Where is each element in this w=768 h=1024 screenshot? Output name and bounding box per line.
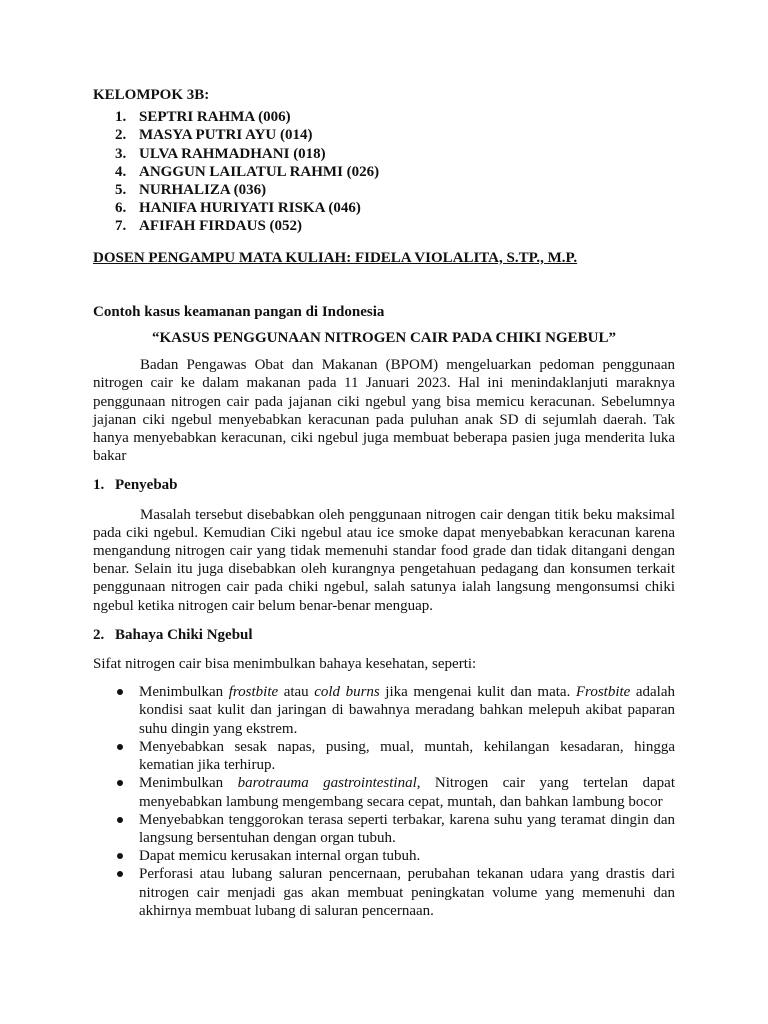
bullet-text: adalah kondisi saat kulit dan jaringan di bawahnya meradang bahkan melepuh akibat paparan suhu dingin yang ekstrem. — [139, 684, 676, 737]
bullet-icon — [117, 744, 123, 750]
bullet-text: Menimbulkan — [139, 775, 238, 792]
section-number: 2. — [93, 626, 105, 643]
bullet-text: Perforasi atau lubang saluran pencernaan, perubahan tekanan udara yang drastis dari nitrogen cair menjadi gas akan membuat peningkatan volume yang memenuhi dan akhirnya membuat lubang di saluran pencernaan. — [139, 866, 675, 919]
bullet-text: , Nitrogen cair yang tertelan dapat menyebabkan lambung mengembang secara cepat, muntah, dan bahkan lambung bocor — [139, 775, 675, 810]
bullet-icon — [117, 780, 123, 786]
bullet-icon — [117, 871, 123, 877]
bullet-icon — [117, 689, 123, 695]
case-title: “KASUS PENGGUNAAN NITROGEN CAIR PADA CHIKI NGEBUL” — [152, 330, 616, 347]
bullet-term: cold burns — [314, 684, 380, 701]
member-item — [93, 108, 675, 126]
member-list — [93, 108, 675, 235]
list-item — [93, 847, 675, 865]
member-number: 3. — [115, 145, 127, 162]
member-name: HANIFA HURIYATI RISKA (046) — [139, 200, 361, 217]
bullet-text: Menimbulkan — [139, 684, 229, 701]
member-number: 6. — [115, 200, 127, 217]
document-content — [93, 86, 675, 920]
member-name: AFIFAH FIRDAUS (052) — [139, 218, 303, 235]
intro-paragraph: Badan Pengawas Obat dan Makanan (BPOM) mengeluarkan pedoman penggunaan nitrogen cair ke dalam makanan pada 11 Januari 2023. Hal ini menindaklanjuti maraknya penggunaan nitrogen cair pada jajanan ciki ngebul yang bisa memicu keracunan. Sebelumnya jajanan ciki ngebul menyebabkan keracunan pada puluhan anak SD di sejumlah daerah. Tak hanya menyebabkan keracunan, ciki ngebul juga membuat beberapa pasien juga menderita luka bakar — [93, 357, 675, 465]
member-number: 7. — [115, 218, 127, 235]
section-heading-penyebab — [93, 476, 675, 494]
list-item — [93, 811, 675, 847]
bahaya-list — [93, 683, 675, 920]
bullet-text: Dapat memicu kerusakan internal organ tubuh. — [139, 848, 421, 865]
member-item — [93, 181, 675, 199]
bullet-text: Menyebabkan tenggorokan terasa seperti terbakar, karena suhu yang teramat dingin dan langsung bersentuhan dengan organ tubuh. — [139, 811, 675, 846]
bahaya-lead: Sifat nitrogen cair bisa menimbulkan bahaya kesehatan, seperti: — [93, 656, 477, 673]
member-item — [93, 145, 675, 163]
member-number: 4. — [115, 163, 127, 180]
member-name: SEPTRI RAHMA (006) — [139, 109, 291, 126]
member-item — [93, 163, 675, 181]
lecturer-line: DOSEN PENGAMPU MATA KULIAH: FIDELA VIOLALITA, S.TP., M.P. — [93, 249, 578, 266]
list-item — [93, 774, 675, 810]
list-item — [93, 865, 675, 920]
bullet-text: atau — [278, 684, 315, 701]
member-item — [93, 126, 675, 144]
section-number: 1. — [93, 477, 105, 494]
penyebab-paragraph: Masalah tersebut disebabkan oleh penggunaan nitrogen cair dengan titik beku maksimal pada ciki ngebul. Kemudian Ciki ngebul atau ice smoke dapat menyebabkan keracunan karena mengandung nitrogen cair yang tidak memenuhi standar food grade dan tidak ditangani dengan benar. Selain itu juga disebabkan oleh kurangnya pengetahuan pedagang dan konsumen terkait penggunaan nitrogen cair pada chiki ngebul, salah satunya ialah langsung mengonsumsi chiki ngebul ketika nitrogen cair belum benar-benar menguap. — [93, 506, 675, 614]
section-title: Penyebab — [115, 477, 178, 494]
case-label: Contoh kasus keamanan pangan di Indonesia — [93, 303, 385, 320]
member-number: 5. — [115, 182, 127, 199]
bullet-icon — [117, 853, 123, 859]
bullet-text: jika mengenai kulit dan mata. — [379, 684, 576, 701]
member-name: ULVA RAHMADHANI (018) — [139, 145, 326, 162]
member-name: NURHALIZA (036) — [139, 182, 267, 199]
list-item — [93, 683, 675, 738]
group-title: KELOMPOK 3B: — [93, 87, 210, 103]
member-item — [93, 199, 675, 217]
list-item — [93, 738, 675, 774]
member-name: ANGGUN LAILATUL RAHMI (026) — [139, 163, 380, 180]
bullet-icon — [117, 817, 123, 823]
bullet-term: Frostbite — [575, 684, 631, 701]
section-title: Bahaya Chiki Ngebul — [115, 626, 253, 643]
bullet-term: frostbite — [228, 684, 279, 701]
member-item — [93, 217, 675, 235]
member-number: 2. — [115, 127, 127, 144]
member-number: 1. — [115, 109, 127, 126]
bullet-text: Menyebabkan sesak napas, pusing, mual, muntah, kehilangan kesadaran, hingga kematian jika terhirup. — [139, 738, 675, 774]
bullet-term: barotrauma gastrointestinal — [237, 775, 417, 792]
section-heading-bahaya — [93, 626, 675, 644]
member-name: MASYA PUTRI AYU (014) — [139, 127, 313, 144]
